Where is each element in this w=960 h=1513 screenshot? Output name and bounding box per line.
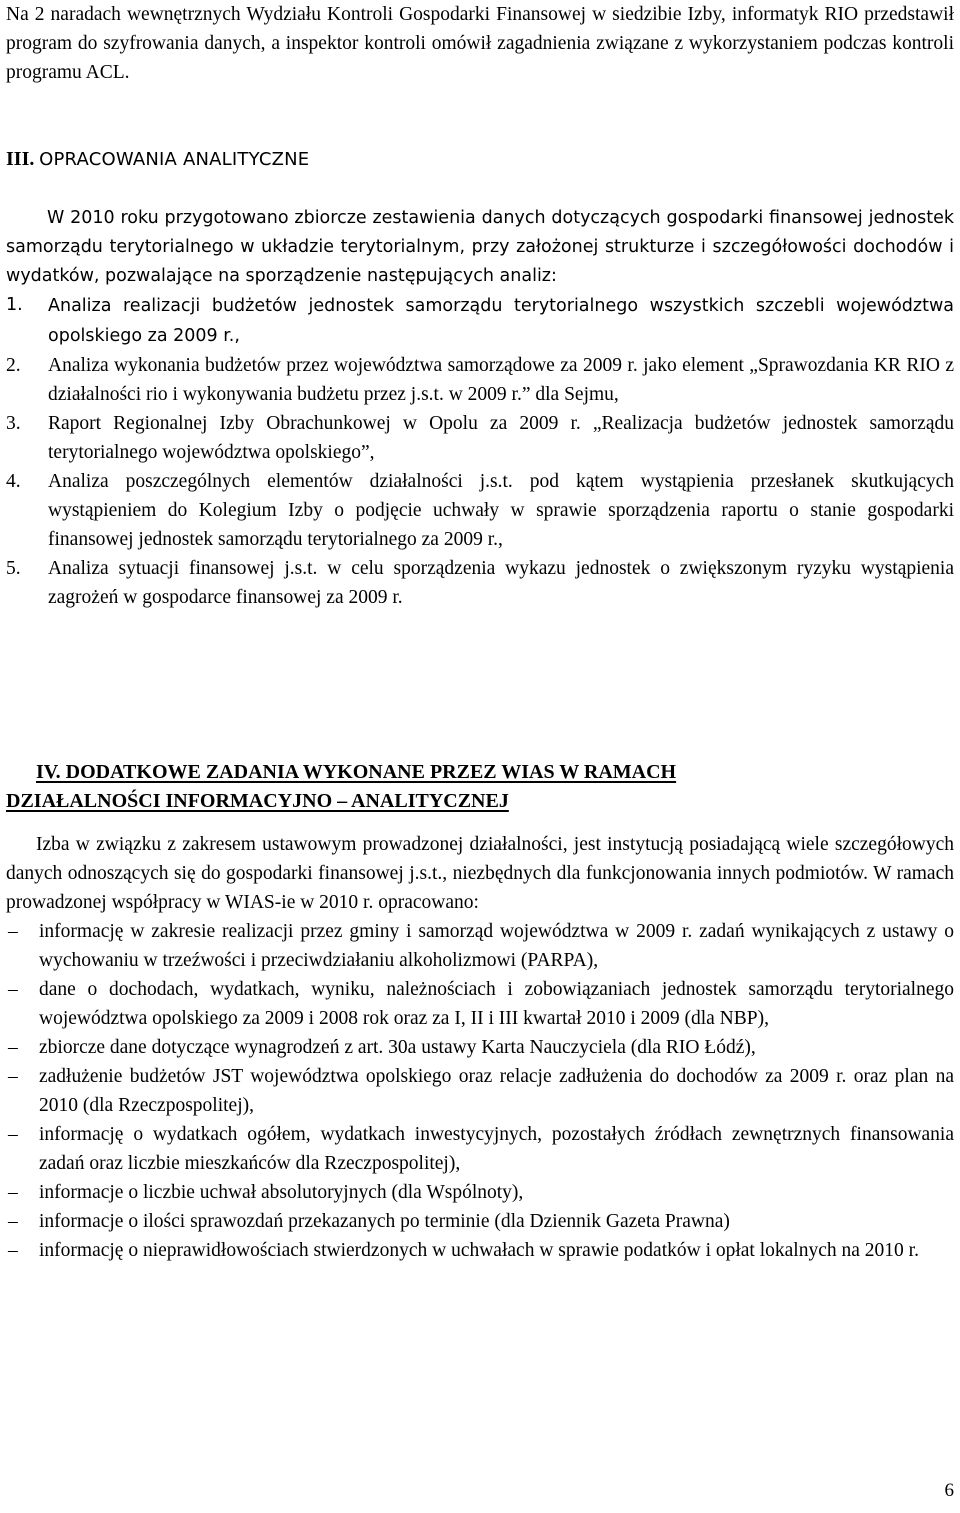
list-item: – informacje o ilości sprawozdań przekazanych po terminie (dla Dziennik Gazeta Prawna): [8, 1211, 730, 1232]
section-3-title: OPRACOWANIA ANALITYCZNE: [39, 149, 310, 170]
section-4-heading: [6, 758, 954, 816]
section-3-paragraph: W 2010 roku przygotowano zbiorcze zestawienia danych dotyczących gospodarki finansowej jednostek samorządu terytorialnego w układzie terytorialnym, przy założonej strukturze i szczegółowości dochodów i wydatków, pozwalające na sporządzenie następujących analiz:: [6, 208, 954, 286]
section-3-body: [6, 204, 954, 612]
list-item: – informacje o liczbie uchwał absolutoryjnych (dla Wspólnoty),: [8, 1182, 524, 1203]
list-item: 5. Analiza sytuacji finansowej j.s.t. w celu sporządzenia wykazu jednostek o zwiększonym ryzyku wystąpienia zagrożeń w gospodarce finansowej za 2009 r.: [6, 558, 954, 608]
analysis-list: [6, 291, 954, 612]
list-item: 4. Analiza poszczególnych elementów działalności j.s.t. pod kątem wystąpienia przesłanek skutkujących wystąpieniem do Kolegium Izby o podjęcie uchwały w sprawie sporządzenia raportu o stanie gospodarki finansowej jednostek samorządu terytorialnego za 2009 r.,: [6, 471, 954, 550]
section-4-title-line-1: IV. DODATKOWE ZADANIA WYKONANE PRZEZ WIAS W RAMACH: [36, 761, 677, 783]
task-list: [6, 917, 954, 1265]
list-item: – informację o wydatkach ogółem, wydatkach inwestycyjnych, pozostałych źródłach zewnętrznych finansowania zadań oraz liczbie mieszkańców dla Rzeczpospolitej),: [8, 1124, 954, 1174]
section-3-number: III.: [6, 148, 35, 170]
list-item: – informację w zakresie realizacji przez gminy i samorząd województwa w 2009 r. zadań wynikających z ustawy o wychowaniu w trzeźwości i przeciwdziałaniu alkoholizmowi (PARPA),: [8, 921, 954, 971]
list-item: – zadłużenie budżetów JST województwa opolskiego oraz relacje zadłużenia do dochodów za 2009 r. oraz plan na 2010 (dla Rzeczpospolitej),: [8, 1066, 954, 1116]
list-item: 2. Analiza wykonania budżetów przez województwa samorządowe za 2009 r. jako element „Sprawozdania KR RIO z działalności rio i wykonywania budżetu przez j.s.t. w 2009 r.” dla Sejmu,: [6, 355, 954, 405]
intro-paragraph: Na 2 naradach wewnętrznych Wydziału Kontroli Gospodarki Finansowej w siedzibie Izby, informatyk RIO przedstawił program do szyfrowania danych, a inspektor kontroli omówił zagadnienia związane z wykorzystaniem podczas kontroli programu ACL.: [6, 4, 954, 83]
section-4-body: [6, 830, 954, 1265]
section-4-paragraph: Izba w związku z zakresem ustawowym prowadzonej działalności, jest instytucją posiadającą wiele szczegółowych danych odnoszących się do gospodarki finansowej j.s.t., niezbędnych dla funkcjonowania innych podmiotów. W ramach prowadzonej współpracy w WIAS-ie w 2010 r. opracowano:: [6, 834, 954, 913]
list-item: – zbiorcze dane dotyczące wynagrodzeń z art. 30a ustawy Karta Nauczyciela (dla RIO Łódź),: [8, 1037, 756, 1058]
section-3-heading: [6, 148, 954, 171]
list-item: 3. Raport Regionalnej Izby Obrachunkowej w Opolu za 2009 r. „Realizacja budżetów jednostek samorządu terytorialnego województwa opolskiego”,: [6, 413, 954, 463]
list-item: 1. Analiza realizacji budżetów jednostek samorządu terytorialnego wszystkich szczebli województwa opolskiego za 2009 r.,: [6, 295, 954, 346]
list-item: – dane o dochodach, wydatkach, wyniku, należnościach i zobowiązaniach jednostek samorządu terytorialnego województwa opolskiego za 2009 i 2008 rok oraz za I, II i III kwartał 2010 i 2009 (dla NBP),: [8, 979, 954, 1029]
list-item: – informację o nieprawidłowościach stwierdzonych w uchwałach w sprawie podatków i opłat lokalnych na 2010 r.: [8, 1240, 919, 1261]
section-4-title-line-2: DZIAŁALNOŚCI INFORMACYJNO – ANALITYCZNEJ: [6, 790, 509, 812]
page-number: 6: [944, 1480, 954, 1501]
